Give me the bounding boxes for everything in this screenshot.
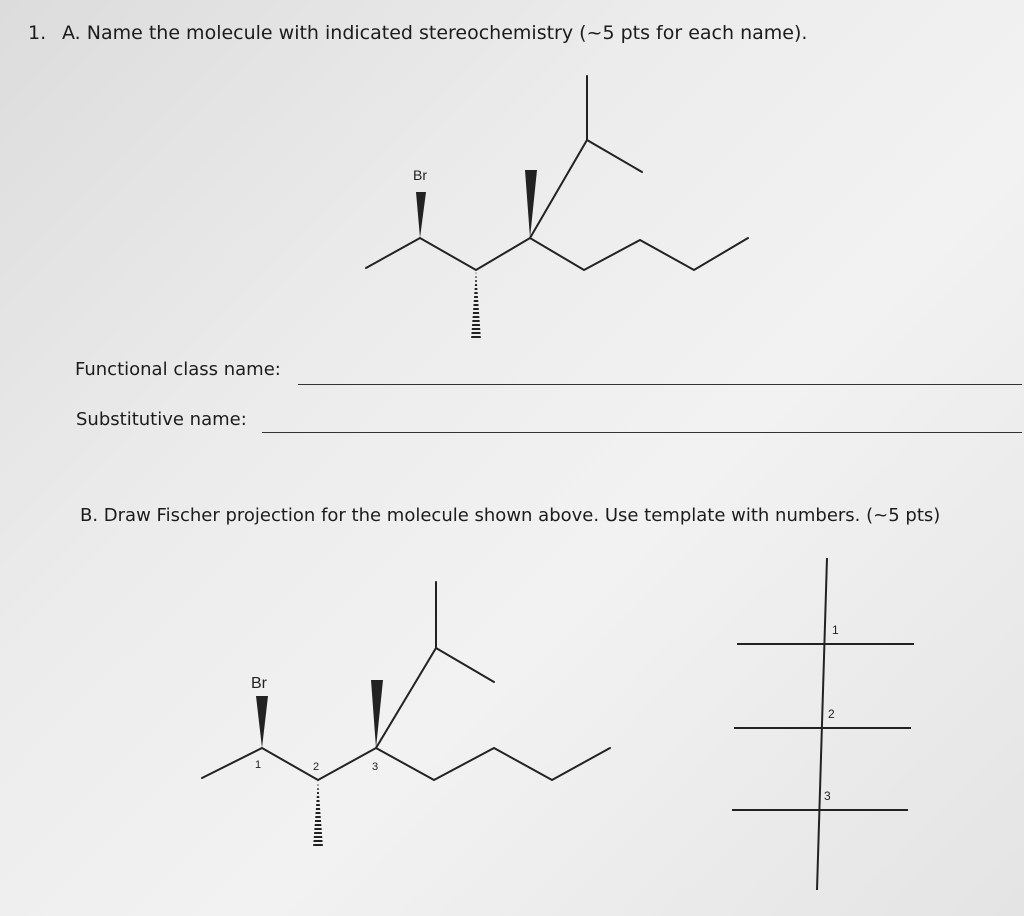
part-b-heading: B. Draw Fischer projection for the molecule shown above. Use template with numbers. (~5 pts) <box>80 505 941 526</box>
molecule-b-carbon-number-1: 1 <box>255 759 262 771</box>
question-number: 1. <box>28 22 47 44</box>
molecule-b-branch-bond <box>376 648 436 748</box>
molecule-b-hashed-bond-c2 <box>313 780 323 848</box>
molecule-a-methyl-right <box>587 140 642 172</box>
fischer-template <box>732 558 914 890</box>
molecule-b-methyl-right <box>436 648 494 682</box>
molecule-a-branch-bond <box>530 140 587 238</box>
fischer-number-2: 2 <box>828 707 835 721</box>
fischer-vertical-line <box>817 558 827 890</box>
molecule-b-carbon-number-2: 2 <box>313 761 320 773</box>
molecule-a-br-label: Br <box>413 167 427 183</box>
part-a-heading: A. Name the molecule with indicated stereochemistry (~5 pts for each name). <box>62 22 808 44</box>
molecule-a-hashed-bond-c2 <box>471 270 481 340</box>
functional-class-label: Functional class name: <box>75 359 281 380</box>
fischer-number-3: 3 <box>824 789 831 803</box>
molecule-b-wedge-bond-br <box>256 696 268 748</box>
molecule-b-carbon-number-3: 3 <box>372 761 379 773</box>
molecule-a-wedge-bond-br <box>416 192 426 238</box>
substitutive-label: Substitutive name: <box>76 409 247 430</box>
molecule-b-backbone <box>202 748 610 780</box>
molecule-b-br-label: Br <box>251 675 267 692</box>
fischer-number-1: 1 <box>832 623 839 637</box>
molecule-a-backbone <box>366 238 748 270</box>
